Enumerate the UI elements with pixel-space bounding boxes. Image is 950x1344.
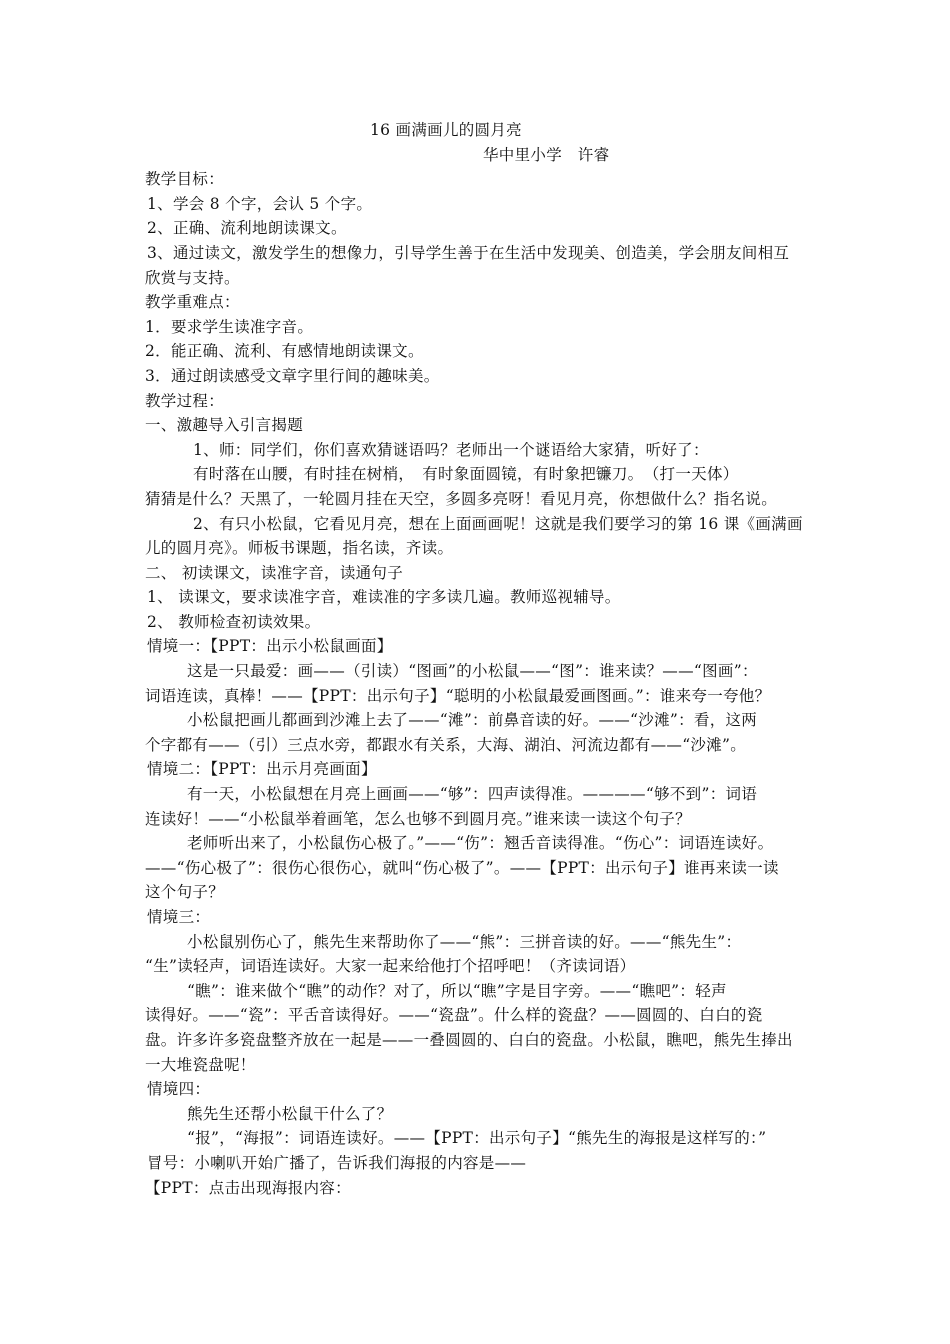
key-point-1: 1．要求学生读准字音。 [145, 317, 314, 336]
paragraph-line: 一大堆瓷盘呢！ [145, 1055, 256, 1074]
paragraph-line: 【PPT：点击出现海报内容： [145, 1178, 351, 1197]
document-page [145, 118, 815, 1200]
document-title: 16 画满画儿的圆月亮 [370, 121, 522, 139]
riddle-line: 有时落在山腰，有时挂在树梢， 有时象面圆镜，有时象把镰刀。 （打一天体） [193, 465, 739, 484]
scene-1-heading: 情境一：【PPT：出示小松鼠画面】 [147, 637, 393, 656]
scene-4-heading: 情境四： [147, 1080, 211, 1099]
paragraph-line: 个字都有——（引）三点水旁，都跟水有关系，大海、湖泊、河流边都有——“沙滩”。 [145, 735, 747, 754]
paragraph-line: 这是一只最爱：画——（引读）“图画”的小松鼠——“图”：谁来读？——“图画”： [187, 662, 758, 681]
paragraph-line: “生”读轻声，词语连读好。大家一起来给他打个招呼吧！（齐读词语） [145, 957, 636, 976]
paragraph-line: “报”，“海报”：词语连读好。——【PPT：出示句子】“熊先生的海报是这样写的：” [187, 1129, 767, 1148]
paragraph-line: 连读好！——“小松鼠举着画笔，怎么也够不到圆月亮。”谁来读一读这个句子？ [145, 809, 691, 828]
author-line: 华中里小学 许睿 [483, 145, 610, 164]
paragraph-line: 词语连读，真棒！——【PPT：出示句子】“聪明的小松鼠最爱画图画。”：谁来夸一夸他？ [145, 686, 771, 705]
scene-3-heading: 情境三： [147, 908, 211, 926]
paragraph-line: ——“伤心极了”：很伤心很伤心，就叫“伤心极了”。——【PPT：出示句子】谁再来读一读 [145, 858, 779, 877]
key-point-2: 2．能正确、流利、有感情地朗读课文。 [145, 342, 424, 361]
paragraph-line: 猜猜是什么？天黑了，一轮圆月挂在天空，多圆多亮呀！看见月亮，你想做什么？指名说。 [145, 489, 778, 508]
paragraph-line: 2、有只小松鼠，它看见月亮，想在上面画画呢！这就是我们要学习的第 16 课《画满画 [193, 514, 803, 533]
section-2-heading: 二、 初读课文，读准字音，读通句子 [145, 563, 404, 582]
objective-1: 1、学会 8 个字，会认 5 个字。 [147, 194, 373, 213]
paragraph-line: 老师听出来了，小松鼠伤心极了。”——“伤”：翘舌音读得准。“伤心”：词语连读好。 [187, 834, 774, 853]
paragraph-line: 1、师：同学们，你们喜欢猜谜语吗？老师出一个谜语给大家猜，听好了： [193, 440, 709, 459]
paragraph-line: 2、 教师检查初读效果。 [147, 612, 321, 631]
objective-3: 3、通过读文，激发学生的想像力，引导学生善于在生活中发现美、创造美，学会朋友间相互 [147, 243, 790, 262]
paragraph-line: 小松鼠把画儿都画到沙滩上去了——“滩”：前鼻音读的好。——“沙滩”：看，这两 [187, 711, 758, 730]
paragraph-line: 熊先生还帮小松鼠干什么了？ [187, 1104, 393, 1123]
paragraph-line: “瞧”：谁来做个“瞧”的动作？对了，所以“瞧”字是目字旁。——“瞧吧”：轻声 [187, 981, 727, 1000]
paragraph-line: 这个句子？ [145, 883, 225, 902]
heading-key-points: 教学重难点： [145, 293, 240, 312]
paragraph-line: 冒号：小喇叭开始广播了，告诉我们海报的内容是—— [147, 1153, 527, 1172]
objective-3-cont: 欣赏与支持。 [145, 268, 240, 287]
key-point-3: 3．通过朗读感受文章字里行间的趣味美。 [145, 366, 440, 385]
section-1-heading: 一、激趣导入引言揭题 [145, 416, 304, 435]
paragraph-line: 盘。许多许多瓷盘整齐放在一起是——一叠圆圆的、白白的瓷盘。小松鼠，瞧吧，熊先生捧出 [145, 1030, 793, 1049]
paragraph-line: 1、 读课文，要求读准字音，难读准的字多读几遍。教师巡视辅导。 [147, 588, 621, 607]
paragraph-line: 小松鼠别伤心了，熊先生来帮助你了——“熊”：三拼音读的好。——“熊先生”： [187, 932, 742, 951]
paragraph-line: 有一天，小松鼠想在月亮上画画——“够”：四声读得准。————“够不到”：词语 [187, 785, 758, 804]
objective-2: 2、正确、流利地朗读课文。 [147, 219, 347, 238]
paragraph-line: 读得好。——“瓷”：平舌音读得好。——“瓷盘”。什么样的瓷盘？——圆圆的、白白的瓷 [145, 1006, 763, 1025]
paragraph-line: 儿的圆月亮》。师板书课题，指名读，齐读。 [145, 539, 454, 558]
heading-process: 教学过程： [145, 391, 225, 410]
heading-objectives: 教学目标： [145, 170, 225, 189]
scene-2-heading: 情境二：【PPT：出示月亮画面】 [147, 760, 377, 779]
